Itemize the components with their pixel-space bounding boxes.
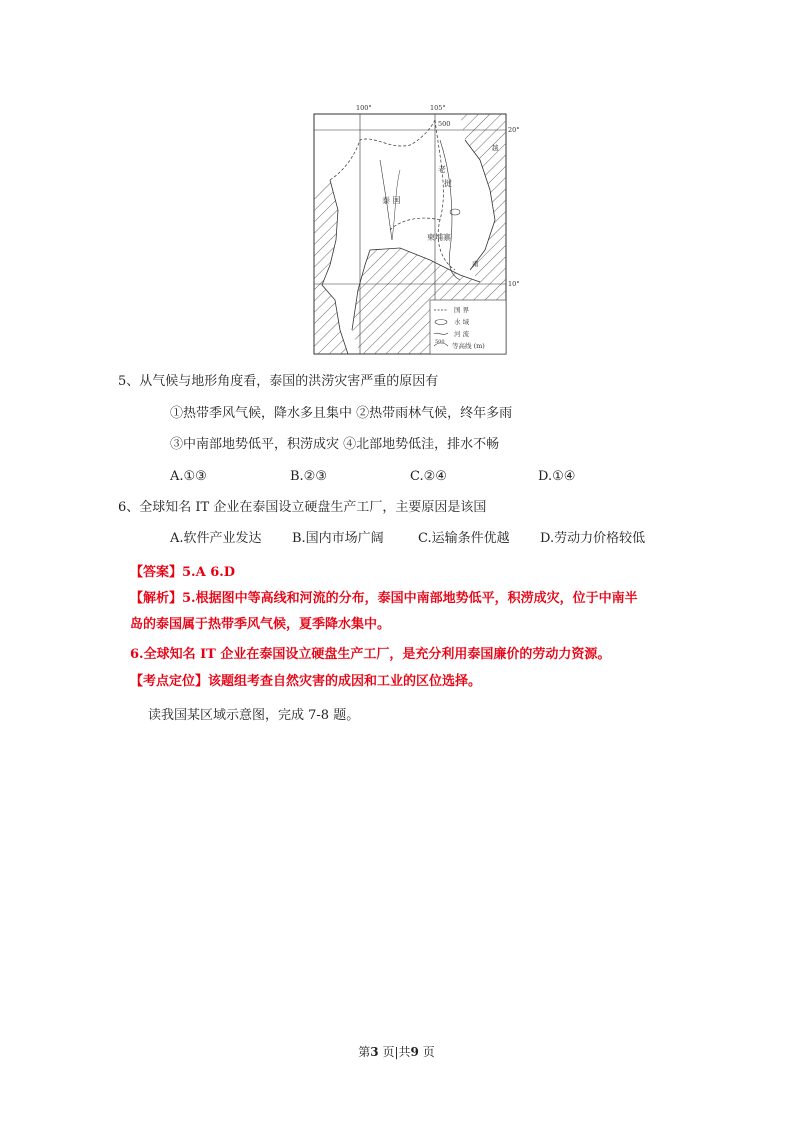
country-laos-1: 老 (438, 165, 446, 174)
q6-choice-b: B.国内市场广阔 (292, 531, 384, 546)
contour-label: 500 (438, 120, 451, 128)
point-text: 该题组考查自然灾害的成因和工业的区位选择。 (208, 674, 482, 689)
page-footer (0, 1043, 793, 1060)
q5-choice-a: A.①③ (170, 469, 207, 484)
lon-label-105: 105° (430, 104, 446, 112)
analysis-line3: 6.全球知名 IT 企业在泰国设立硬盘生产工厂，是充分利用泰国廉价的劳动力资源。 (130, 647, 611, 662)
q6-choices (170, 530, 645, 548)
q5-stem: 5、从气候与地形角度看，泰国的洪涝灾害严重的原因有 (118, 374, 439, 389)
legend-contour-value: 500 (435, 339, 445, 345)
legend-water: 水 域 (454, 318, 470, 326)
q6-choice-a: A.软件产业发达 (170, 531, 262, 546)
analysis-line2: 岛的泰国属于热带季风气候，夏季降水集中。 (130, 617, 391, 632)
footer-page-number: 3 (370, 1045, 379, 1059)
legend-river: 河 流 (454, 330, 470, 338)
lat-label-10: 10° (508, 280, 520, 288)
footer-prefix: 第 (358, 1045, 371, 1059)
answer-label: 【答案】 (130, 565, 183, 580)
next-intro: 读我国某区域示意图，完成 7-8 题。 (148, 708, 360, 723)
point-line (130, 673, 481, 691)
map-svg (300, 100, 520, 362)
q5-choice-c: C.②④ (410, 469, 447, 484)
q6-choice-d: D.劳动力价格较低 (540, 531, 646, 546)
country-viet-north: 越 (492, 144, 499, 152)
analysis-label: 【解析】 (130, 591, 183, 606)
country-vietnam: 南 (472, 260, 479, 268)
q5-choice-b: B.②③ (290, 469, 327, 484)
footer-suffix: 页 (418, 1045, 435, 1059)
q5-options-line2: ③中南部地势低平，积涝成灾 ④北部地势低洼，排水不畅 (170, 437, 500, 452)
footer-total-pages: 9 (410, 1045, 419, 1059)
country-laos-2: 挝 (444, 179, 452, 188)
thailand-map (300, 100, 520, 362)
q6-choice-c: C.运输条件优越 (418, 531, 510, 546)
country-thailand: 泰 国 (382, 196, 401, 205)
q5-choice-d: D.①④ (538, 469, 576, 484)
footer-mid: 页|共 (378, 1045, 411, 1059)
legend-border: 国 界 (454, 306, 470, 314)
lat-label-20: 20° (508, 126, 520, 134)
lon-label-100: 100° (356, 104, 372, 112)
q5-options-line1: ①热带季风气候，降水多且集中 ②热带雨林气候，终年多雨 (170, 406, 513, 421)
answer-line (130, 564, 235, 582)
q5-choices (170, 468, 575, 486)
answer-text: 5.A 6.D (182, 565, 236, 580)
point-label: 【考点定位】 (130, 674, 209, 689)
analysis-line1 (130, 590, 638, 608)
analysis-text-1: 5.根据图中等高线和河流的分布，泰国中南部地势低平，积涝成灾，位于中南半 (182, 591, 638, 606)
q6-stem: 6、全球知名 IT 企业在泰国设立硬盘生产工厂，主要原因是该国 (118, 500, 487, 515)
country-cambodia: 柬埔寨 (427, 233, 451, 242)
legend-contour: 等高线 (m) (452, 342, 485, 350)
